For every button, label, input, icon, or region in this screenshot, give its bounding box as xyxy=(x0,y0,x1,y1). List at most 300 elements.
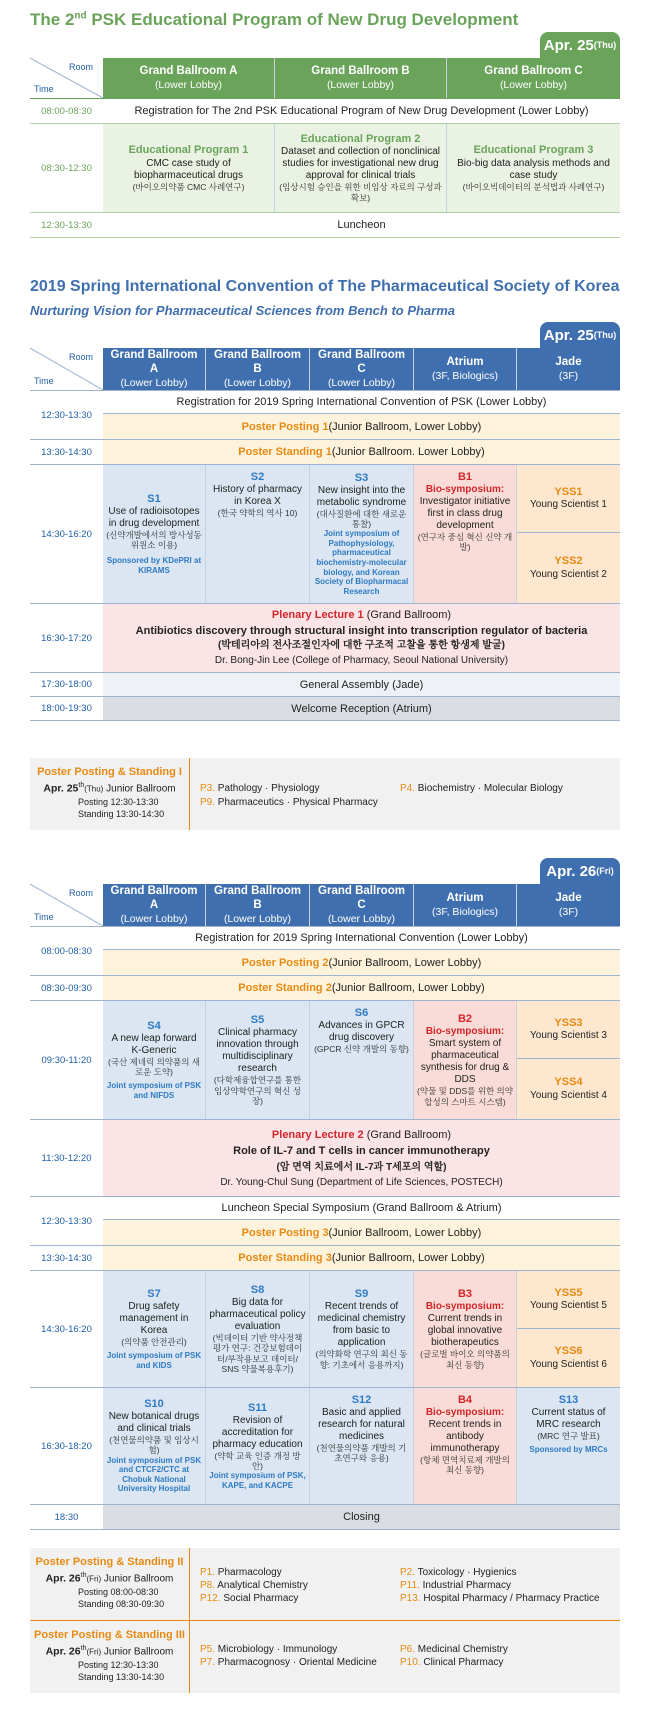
session-S11 xyxy=(206,1388,310,1504)
session-code: S3 xyxy=(354,471,369,484)
session-code: S10 xyxy=(144,1398,164,1411)
session-title: Smart system of pharmaceutical synthesis for drug & DDS xyxy=(420,1038,510,1086)
poster-location: (Junior Ballroom, Lower Lobby) xyxy=(331,982,485,994)
topic-name: Hospital Pharmacy / Pharmacy Practice xyxy=(423,1593,600,1604)
standing-time: Standing 08:30-09:30 xyxy=(78,1599,165,1610)
room-sub: (3F, Biologics) xyxy=(432,905,498,918)
poster-location: Junior Ballroom xyxy=(106,783,176,795)
convention-subtitle: Nurturing Vision for Pharmaceutical Sciences from Bench to Pharma xyxy=(30,303,456,318)
poster-day: (Thu) xyxy=(84,784,104,794)
session-title: Recent trends of medicinal chemistry from basic to application xyxy=(317,1301,406,1349)
poster-day: (Fri) xyxy=(86,1647,102,1657)
session-code: YSS3 xyxy=(554,1016,583,1029)
poster-date-sup: th xyxy=(78,782,85,789)
poster-label: Poster Posting 1 xyxy=(241,420,329,433)
topic-code: P12. xyxy=(200,1593,221,1604)
topic-name: Analytical Chemistry xyxy=(217,1580,308,1591)
session-korean: (연구자 중심 혁신 신약 개발) xyxy=(417,532,513,553)
plenary-korean: (박테리아의 전사조절인자에 대한 구조적 고찰을 통한 항생제 발굴) xyxy=(218,640,505,652)
room-name: Jade xyxy=(555,892,582,905)
room-sub: (Lower Lobby) xyxy=(223,376,292,389)
session-korean: (빅데이터 기반 약사정책 평가 연구: 건강보험데이터/부작용보고 데이터/ SNS 약물복용후기) xyxy=(212,1333,303,1374)
session-YSS5 xyxy=(517,1271,620,1329)
bio-label: Bio-symposium: xyxy=(425,1301,505,1313)
posting-time: Posting 08:00-08:30 xyxy=(78,1587,159,1598)
corner-cell xyxy=(30,348,103,390)
poster-location: (Junior Ballroom, Lower Lobby) xyxy=(328,1226,482,1239)
poster-box-left xyxy=(30,1548,190,1620)
session-code: S8 xyxy=(250,1284,265,1297)
session-B1 xyxy=(414,465,517,603)
session-S1 xyxy=(103,465,206,603)
header-row xyxy=(30,58,620,98)
room-header xyxy=(447,58,620,98)
plenary-speaker: Dr. Bong-Jin Lee (College of Pharmacy, Seoul National University) xyxy=(214,654,509,666)
topic-name: Clinical Pharmacy xyxy=(423,1657,504,1668)
posting-time: Posting 12:30-13:30 xyxy=(78,797,159,808)
plenary-location: (Grand Ballroom) xyxy=(363,608,452,621)
session-sponsor: Joint symposium of Pathophysiology, pharmaceutical biochemistry-molecular biology, and Korean Society of Biopharmacal Research xyxy=(314,529,409,596)
header-row xyxy=(30,884,620,926)
date-text: Apr. 25 xyxy=(543,326,594,344)
bio-label: Bio-symposium: xyxy=(425,1026,505,1038)
session-title: Recent trends in antibody immunotherapy xyxy=(428,1419,502,1455)
session-title: Investigator initiative first in class drug development xyxy=(419,496,511,532)
session-code: S6 xyxy=(354,1007,369,1019)
session-title: Use of radioisotopes in drug development xyxy=(108,505,200,529)
apr25-schedule-table xyxy=(30,348,620,748)
poster-location: (Junior Ballroom, Lower Lobby) xyxy=(328,420,482,433)
edu-program-title xyxy=(30,10,518,30)
room-header xyxy=(103,58,275,98)
edu-program-3 xyxy=(447,124,620,212)
poster-box-1 xyxy=(30,758,620,830)
topic-name: Pharmacognosy · Oriental Medicine xyxy=(217,1657,377,1668)
time-cell: 08:00-08:30 xyxy=(41,945,92,957)
session-title: Young Scientist 6 xyxy=(530,1358,607,1370)
poster-topic xyxy=(200,1656,377,1670)
room-header xyxy=(310,348,414,390)
time-cell: 12:30-13:30 xyxy=(41,409,92,421)
plenary-title: Antibiotics discovery through structural insight into transcription regulator of bacteria xyxy=(135,624,588,637)
topic-name: Pharmaceutics · Physical Pharmacy xyxy=(217,797,378,808)
time-cell: 09:30-11:20 xyxy=(41,1054,92,1066)
poster-date xyxy=(30,1572,189,1584)
session-korean: (의약품 안전관리) xyxy=(121,1336,187,1347)
edu-program-2 xyxy=(275,124,447,212)
room-name: Grand Ballroom A xyxy=(110,885,198,912)
session-sponsor: Sponsored by MRCs xyxy=(529,1445,608,1455)
room-header xyxy=(206,884,310,926)
closing-row: Closing xyxy=(103,1505,620,1529)
session-title: New insight into the metabolic syndrome xyxy=(316,484,407,508)
room-name: Grand Ballroom C xyxy=(318,349,405,376)
session-sponsor: Sponsored by KDePRI at KIRAMS xyxy=(106,556,202,575)
session-korean: (약학 교육 인증 개정 방안) xyxy=(214,1450,301,1471)
room-header xyxy=(103,884,206,926)
time-cell: 11:30-12:20 xyxy=(41,1152,92,1164)
session-korean: (대사질환에 대한 새로운 통찰) xyxy=(316,508,407,530)
standing-time: Standing 13:30-14:30 xyxy=(78,809,165,820)
plenary-lecture-1 xyxy=(103,604,620,672)
poster-location: (Junior Ballroom. Lower Lobby) xyxy=(331,446,485,458)
room-sub: (Lower Lobby) xyxy=(326,78,395,91)
session-korean: (다학제융합연구를 통한 임상약학연구의 혁신 성장) xyxy=(213,1075,302,1106)
date-tab xyxy=(540,322,620,348)
date-tab xyxy=(540,858,620,884)
session-S8 xyxy=(206,1271,310,1387)
time-cell: 14:30-16:20 xyxy=(41,528,92,540)
poster-standing-2 xyxy=(103,976,620,1000)
poster-topic xyxy=(400,1643,508,1657)
session-sponsor: Joint symposium of PSK and NIFDS xyxy=(106,1081,202,1100)
session-YSS2 xyxy=(517,533,620,603)
posting-time: Posting 12:30-13:30 xyxy=(78,1660,159,1671)
poster-topic xyxy=(400,1656,503,1670)
poster-posting-2 xyxy=(103,949,620,975)
date-text: Apr. 26 xyxy=(546,862,597,880)
room-header xyxy=(517,884,620,926)
room-name: Atrium xyxy=(446,356,484,369)
session-code: YSS5 xyxy=(554,1286,583,1299)
topic-name: Medicinal Chemistry xyxy=(417,1644,508,1655)
session-code: S12 xyxy=(351,1394,372,1406)
topic-code: P1. xyxy=(200,1567,216,1578)
poster-topic xyxy=(400,1579,511,1593)
poster-box-left xyxy=(30,1621,190,1693)
bio-label: Bio-symposium: xyxy=(425,484,505,496)
poster-location: Junior Ballroom xyxy=(103,1646,174,1658)
program-code: Educational Program 3 xyxy=(473,144,594,157)
registration-row: Registration for 2019 Spring International Convention (Lower Lobby) xyxy=(195,932,528,944)
room-label: Room xyxy=(68,888,93,898)
topic-code: P11. xyxy=(400,1580,420,1591)
topic-code: P3. xyxy=(200,783,216,794)
time-label: Time xyxy=(34,84,54,94)
topic-code: P5. xyxy=(200,1644,216,1655)
session-title: Drug safety management in Korea xyxy=(119,1300,189,1336)
poster-topic xyxy=(200,796,378,810)
room-header xyxy=(414,348,517,390)
session-code: YSS2 xyxy=(554,555,583,568)
room-sub: (Lower Lobby) xyxy=(223,912,292,925)
date-text: Apr. 25 xyxy=(543,36,594,54)
session-code: S1 xyxy=(147,492,161,505)
poster-date-text: Apr. 26 xyxy=(45,1645,81,1658)
session-title: Young Scientist 4 xyxy=(530,1089,607,1101)
poster-box-2 xyxy=(30,1548,620,1620)
session-YSS4 xyxy=(517,1059,620,1119)
title-text-2: PSK Educational Program of New Drug Development xyxy=(86,10,519,29)
poster-label: Poster Standing 2 xyxy=(238,982,332,994)
poster-heading: Poster Posting & Standing II xyxy=(35,1556,184,1568)
session-S6 xyxy=(310,1001,414,1119)
topic-name: Social Pharmacy xyxy=(223,1593,299,1604)
room-name: Grand Ballroom A xyxy=(110,349,198,376)
plenary-label: Plenary Lecture 2 xyxy=(271,1128,364,1141)
apr26-schedule-table xyxy=(30,884,620,1524)
room-label: Room xyxy=(68,62,93,72)
session-S5 xyxy=(206,1001,310,1119)
poster-heading: Poster Posting & Standing I xyxy=(37,766,182,778)
session-sponsor: Joint symposium of PSK, KAPE, and KACPE xyxy=(209,1471,306,1490)
session-title: Clinical pharmacy innovation through multidisciplinary research xyxy=(216,1027,299,1075)
room-name: Grand Ballroom C xyxy=(484,65,583,78)
time-cell: 08:30-09:30 xyxy=(41,982,92,994)
session-korean: (신약개발에서의 방사성동위원소 이용) xyxy=(106,529,202,550)
topic-code: P6. xyxy=(400,1644,416,1655)
room-name: Grand Ballroom B xyxy=(311,65,410,78)
poster-date-text: Apr. 26 xyxy=(45,1572,81,1585)
room-sub: (Lower Lobby) xyxy=(120,376,188,389)
poster-topic xyxy=(200,782,320,796)
topic-name: Biochemistry · Molecular Biology xyxy=(417,783,563,794)
time-cell: 16:30-17:20 xyxy=(41,632,92,644)
session-title: New botanical drugs and clinical trials xyxy=(108,1411,200,1435)
session-korean: (약물 및 DDS를 위한 의약 합성의 스마트 시스템) xyxy=(417,1086,513,1107)
room-header xyxy=(206,348,310,390)
time-cell: 13:30-14:30 xyxy=(41,1252,92,1264)
topic-name: Pharmacology xyxy=(217,1567,282,1578)
poster-date-text: Apr. 25 xyxy=(43,782,79,795)
program-code: Educational Program 1 xyxy=(128,144,249,157)
poster-location: (Junior Ballroom, Lower Lobby) xyxy=(328,956,482,969)
session-title: Advances in GPCR drug discovery xyxy=(318,1020,405,1044)
topic-code: P4. xyxy=(400,783,416,794)
room-header xyxy=(517,348,620,390)
luncheon-symposium: Luncheon Special Symposium (Grand Ballroom & Atrium) xyxy=(221,1202,502,1214)
session-S10 xyxy=(103,1388,206,1504)
session-title: History of pharmacy in Korea X xyxy=(213,484,302,508)
session-korean: (국산 제네릭 의약품의 새로운 도약) xyxy=(107,1056,201,1077)
program-title: Bio-big data analysis methods and case study xyxy=(457,157,610,181)
session-S7 xyxy=(103,1271,206,1387)
room-header xyxy=(414,884,517,926)
plenary-title: Role of IL-7 and T cells in cancer immunotherapy xyxy=(233,1145,490,1157)
plenary-location: (Grand Ballroom) xyxy=(363,1128,452,1141)
session-code: S5 xyxy=(250,1014,265,1027)
header-row xyxy=(30,348,620,390)
session-code: S13 xyxy=(558,1394,579,1406)
room-name: Grand Ballroom B xyxy=(214,349,301,376)
topic-code: P2. xyxy=(400,1567,416,1578)
room-name: Atrium xyxy=(446,892,484,905)
room-label: Room xyxy=(68,352,93,362)
room-sub: (3F, Biologics) xyxy=(432,369,498,382)
general-assembly: General Assembly (Jade) xyxy=(103,673,620,696)
session-code: S9 xyxy=(354,1288,369,1301)
session-korean: (항체 면역치료제 개발의 최신 동향) xyxy=(420,1455,510,1476)
room-name: Jade xyxy=(555,356,582,369)
poster-posting-3 xyxy=(103,1219,620,1245)
topic-name: Toxicology · Hygienics xyxy=(417,1567,517,1578)
topic-name: Microbiology · Immunology xyxy=(217,1644,338,1655)
poster-label: Poster Posting 3 xyxy=(241,1226,329,1239)
session-code: S4 xyxy=(147,1019,161,1032)
poster-topic xyxy=(400,1566,517,1580)
title-text: The 2 xyxy=(30,10,75,29)
session-S9 xyxy=(310,1271,414,1387)
luncheon-row: Luncheon xyxy=(337,219,386,231)
session-code: S7 xyxy=(147,1287,161,1300)
plenary-speaker: Dr. Young-Chul Sung (Department of Life Sciences, POSTECH) xyxy=(220,1176,503,1188)
room-name: Grand Ballroom B xyxy=(214,885,301,912)
poster-label: Poster Posting 2 xyxy=(241,956,329,969)
room-sub: (Lower Lobby) xyxy=(499,78,568,91)
session-code: YSS6 xyxy=(554,1345,583,1358)
program-korean: (임상시험 승인을 위한 비임상 자료의 구성과 확보) xyxy=(279,182,442,203)
session-title: Young Scientist 5 xyxy=(530,1300,607,1312)
poster-standing-3 xyxy=(103,1246,620,1270)
session-B4 xyxy=(414,1388,517,1504)
session-title: Young Scientist 2 xyxy=(530,568,607,580)
program-korean: (바이오의약품 CMC 사례연구) xyxy=(132,181,245,192)
session-title: Current trends in global innovative biotherapeutics xyxy=(427,1313,503,1349)
session-korean: (의약화학 연구의 최신 동향: 기초에서 응용까지) xyxy=(315,1349,408,1370)
session-code: S11 xyxy=(248,1401,267,1414)
session-title: Current status of MRC research xyxy=(531,1407,606,1431)
plenary-label: Plenary Lecture 1 xyxy=(271,608,364,621)
poster-box-left xyxy=(30,758,190,830)
session-korean: (한국 약학의 역사 10) xyxy=(217,508,298,519)
session-korean: (글로벌 바이오 의약품의 최신 동향) xyxy=(420,1349,510,1370)
corner-cell xyxy=(30,884,103,926)
poster-box-3 xyxy=(30,1621,620,1693)
time-cell: 18:30 xyxy=(54,1511,79,1523)
standing-time: Standing 13:30-14:30 xyxy=(78,1672,165,1683)
convention-title: 2019 Spring International Convention of The Pharmaceutical Society of Korea xyxy=(30,278,620,295)
time-cell: 08:00-08:30 xyxy=(41,105,92,117)
poster-topic xyxy=(200,1579,308,1593)
poster-location: Junior Ballroom xyxy=(103,1573,174,1585)
room-sub: (Lower Lobby) xyxy=(327,912,396,925)
time-cell: 16:30-18:20 xyxy=(41,1440,92,1452)
topic-code: P7. xyxy=(200,1657,216,1668)
room-name: Grand Ballroom C xyxy=(318,885,405,912)
poster-posting-1 xyxy=(103,413,620,439)
time-cell: 14:30-16:20 xyxy=(41,1323,92,1335)
session-code: YSS4 xyxy=(554,1076,583,1089)
poster-date-sup: th xyxy=(80,1572,87,1579)
session-title: Big data for pharmaceutical policy evaluation xyxy=(209,1297,306,1333)
session-korean: (GPCR 신약 개발의 동향) xyxy=(314,1044,409,1055)
date-day: (Thu) xyxy=(593,330,617,340)
time-cell: 18:00-19:30 xyxy=(41,703,92,714)
room-sub: (Lower Lobby) xyxy=(154,78,223,91)
session-korean: (MRC 연구 발표) xyxy=(537,1431,600,1442)
topic-name: Industrial Pharmacy xyxy=(422,1580,511,1591)
poster-date xyxy=(30,782,189,794)
poster-heading: Poster Posting & Standing III xyxy=(34,1629,185,1641)
time-cell: 12:30-13:30 xyxy=(41,1215,92,1227)
poster-location: (Junior Ballroom, Lower Lobby) xyxy=(331,1252,485,1264)
time-cell: 17:30-18:00 xyxy=(41,679,92,690)
plenary-lecture-2 xyxy=(103,1120,620,1196)
session-S3 xyxy=(310,465,414,603)
room-header xyxy=(310,884,414,926)
session-code: B4 xyxy=(457,1394,473,1406)
date-day: (Fri) xyxy=(596,866,614,876)
plenary-korean: (암 면역 치료에서 IL-7과 T세포의 역할) xyxy=(276,1161,447,1173)
session-code: B1 xyxy=(457,471,473,483)
time-label: Time xyxy=(34,912,54,922)
session-B2 xyxy=(414,1001,517,1119)
session-S12 xyxy=(310,1388,414,1504)
session-sponsor: Joint symposium of PSK and CTCF2/CTC at Chobuk National University Hospital xyxy=(106,1455,202,1494)
session-YSS1 xyxy=(517,465,620,533)
time-cell: 13:30-14:30 xyxy=(41,446,92,458)
session-S4 xyxy=(103,1001,206,1119)
poster-topic xyxy=(400,782,563,796)
registration-row: Registration for 2019 Spring International Convention of PSK (Lower Lobby) xyxy=(176,396,547,408)
poster-label: Poster Standing 1 xyxy=(238,446,332,458)
session-code: YSS1 xyxy=(554,485,583,498)
title-sup: nd xyxy=(74,10,87,22)
corner-cell xyxy=(30,58,103,98)
bio-label: Bio-symposium: xyxy=(425,1407,505,1419)
room-sub: (3F) xyxy=(558,905,579,918)
edu-schedule-table xyxy=(30,58,620,248)
session-YSS6 xyxy=(517,1329,620,1387)
poster-standing-1 xyxy=(103,440,620,464)
session-code: B2 xyxy=(457,1013,473,1026)
poster-date-sup: th xyxy=(80,1645,87,1652)
welcome-reception: Welcome Reception (Atrium) xyxy=(103,697,620,720)
time-cell: 12:30-13:30 xyxy=(41,219,92,231)
session-title: Young Scientist 1 xyxy=(530,499,607,511)
session-title: A new leap forward K-Generic xyxy=(111,1032,197,1056)
topic-code: P10. xyxy=(400,1657,421,1668)
poster-topic xyxy=(200,1592,298,1606)
poster-topic xyxy=(200,1643,337,1657)
program-code: Educational Program 2 xyxy=(300,133,421,146)
room-sub: (3F) xyxy=(558,369,579,382)
poster-date xyxy=(30,1645,189,1657)
session-code: S2 xyxy=(250,471,265,483)
poster-label: Poster Standing 3 xyxy=(238,1252,332,1264)
program-title: CMC case study of biopharmaceutical drugs xyxy=(134,157,243,181)
topic-code: P8. xyxy=(200,1580,216,1591)
session-S13 xyxy=(517,1388,620,1504)
registration-row: Registration for The 2nd PSK Educational Program of New Drug Development (Lower Lobby) xyxy=(134,105,589,117)
topic-code: P9. xyxy=(200,797,216,808)
room-sub: (Lower Lobby) xyxy=(120,912,188,925)
room-sub: (Lower Lobby) xyxy=(327,376,396,389)
room-name: Grand Ballroom A xyxy=(139,65,238,78)
session-YSS3 xyxy=(517,1001,620,1059)
session-title: Basic and applied research for natural medicines xyxy=(318,1407,405,1443)
session-code: B3 xyxy=(457,1288,473,1301)
program-korean: (바이오빅데이터의 분석법과 사례연구) xyxy=(462,181,605,192)
date-day: (Thu) xyxy=(593,40,617,50)
poster-topic xyxy=(200,1566,282,1580)
room-header xyxy=(275,58,447,98)
session-sponsor: Joint symposium of PSK and KIDS xyxy=(106,1351,202,1370)
poster-topic xyxy=(400,1592,600,1606)
date-tab xyxy=(540,32,620,58)
topic-code: P13. xyxy=(400,1593,421,1604)
session-S2 xyxy=(206,465,310,603)
session-korean: (천연물의약품 및 임상시험) xyxy=(109,1435,199,1456)
topic-name: Pathology · Physiology xyxy=(217,783,320,794)
time-label: Time xyxy=(34,376,54,386)
program-title: Dataset and collection of nonclinical studies for investigational new drug approval for clinical trials xyxy=(281,146,440,182)
session-B3 xyxy=(414,1271,517,1387)
session-korean: (천연물의약품 개발의 기초연구와 응용) xyxy=(316,1443,407,1464)
session-title: Revision of accreditation for pharmacy education xyxy=(212,1414,303,1450)
poster-day: (Fri) xyxy=(86,1574,102,1584)
time-cell: 08:30-12:30 xyxy=(41,162,92,174)
